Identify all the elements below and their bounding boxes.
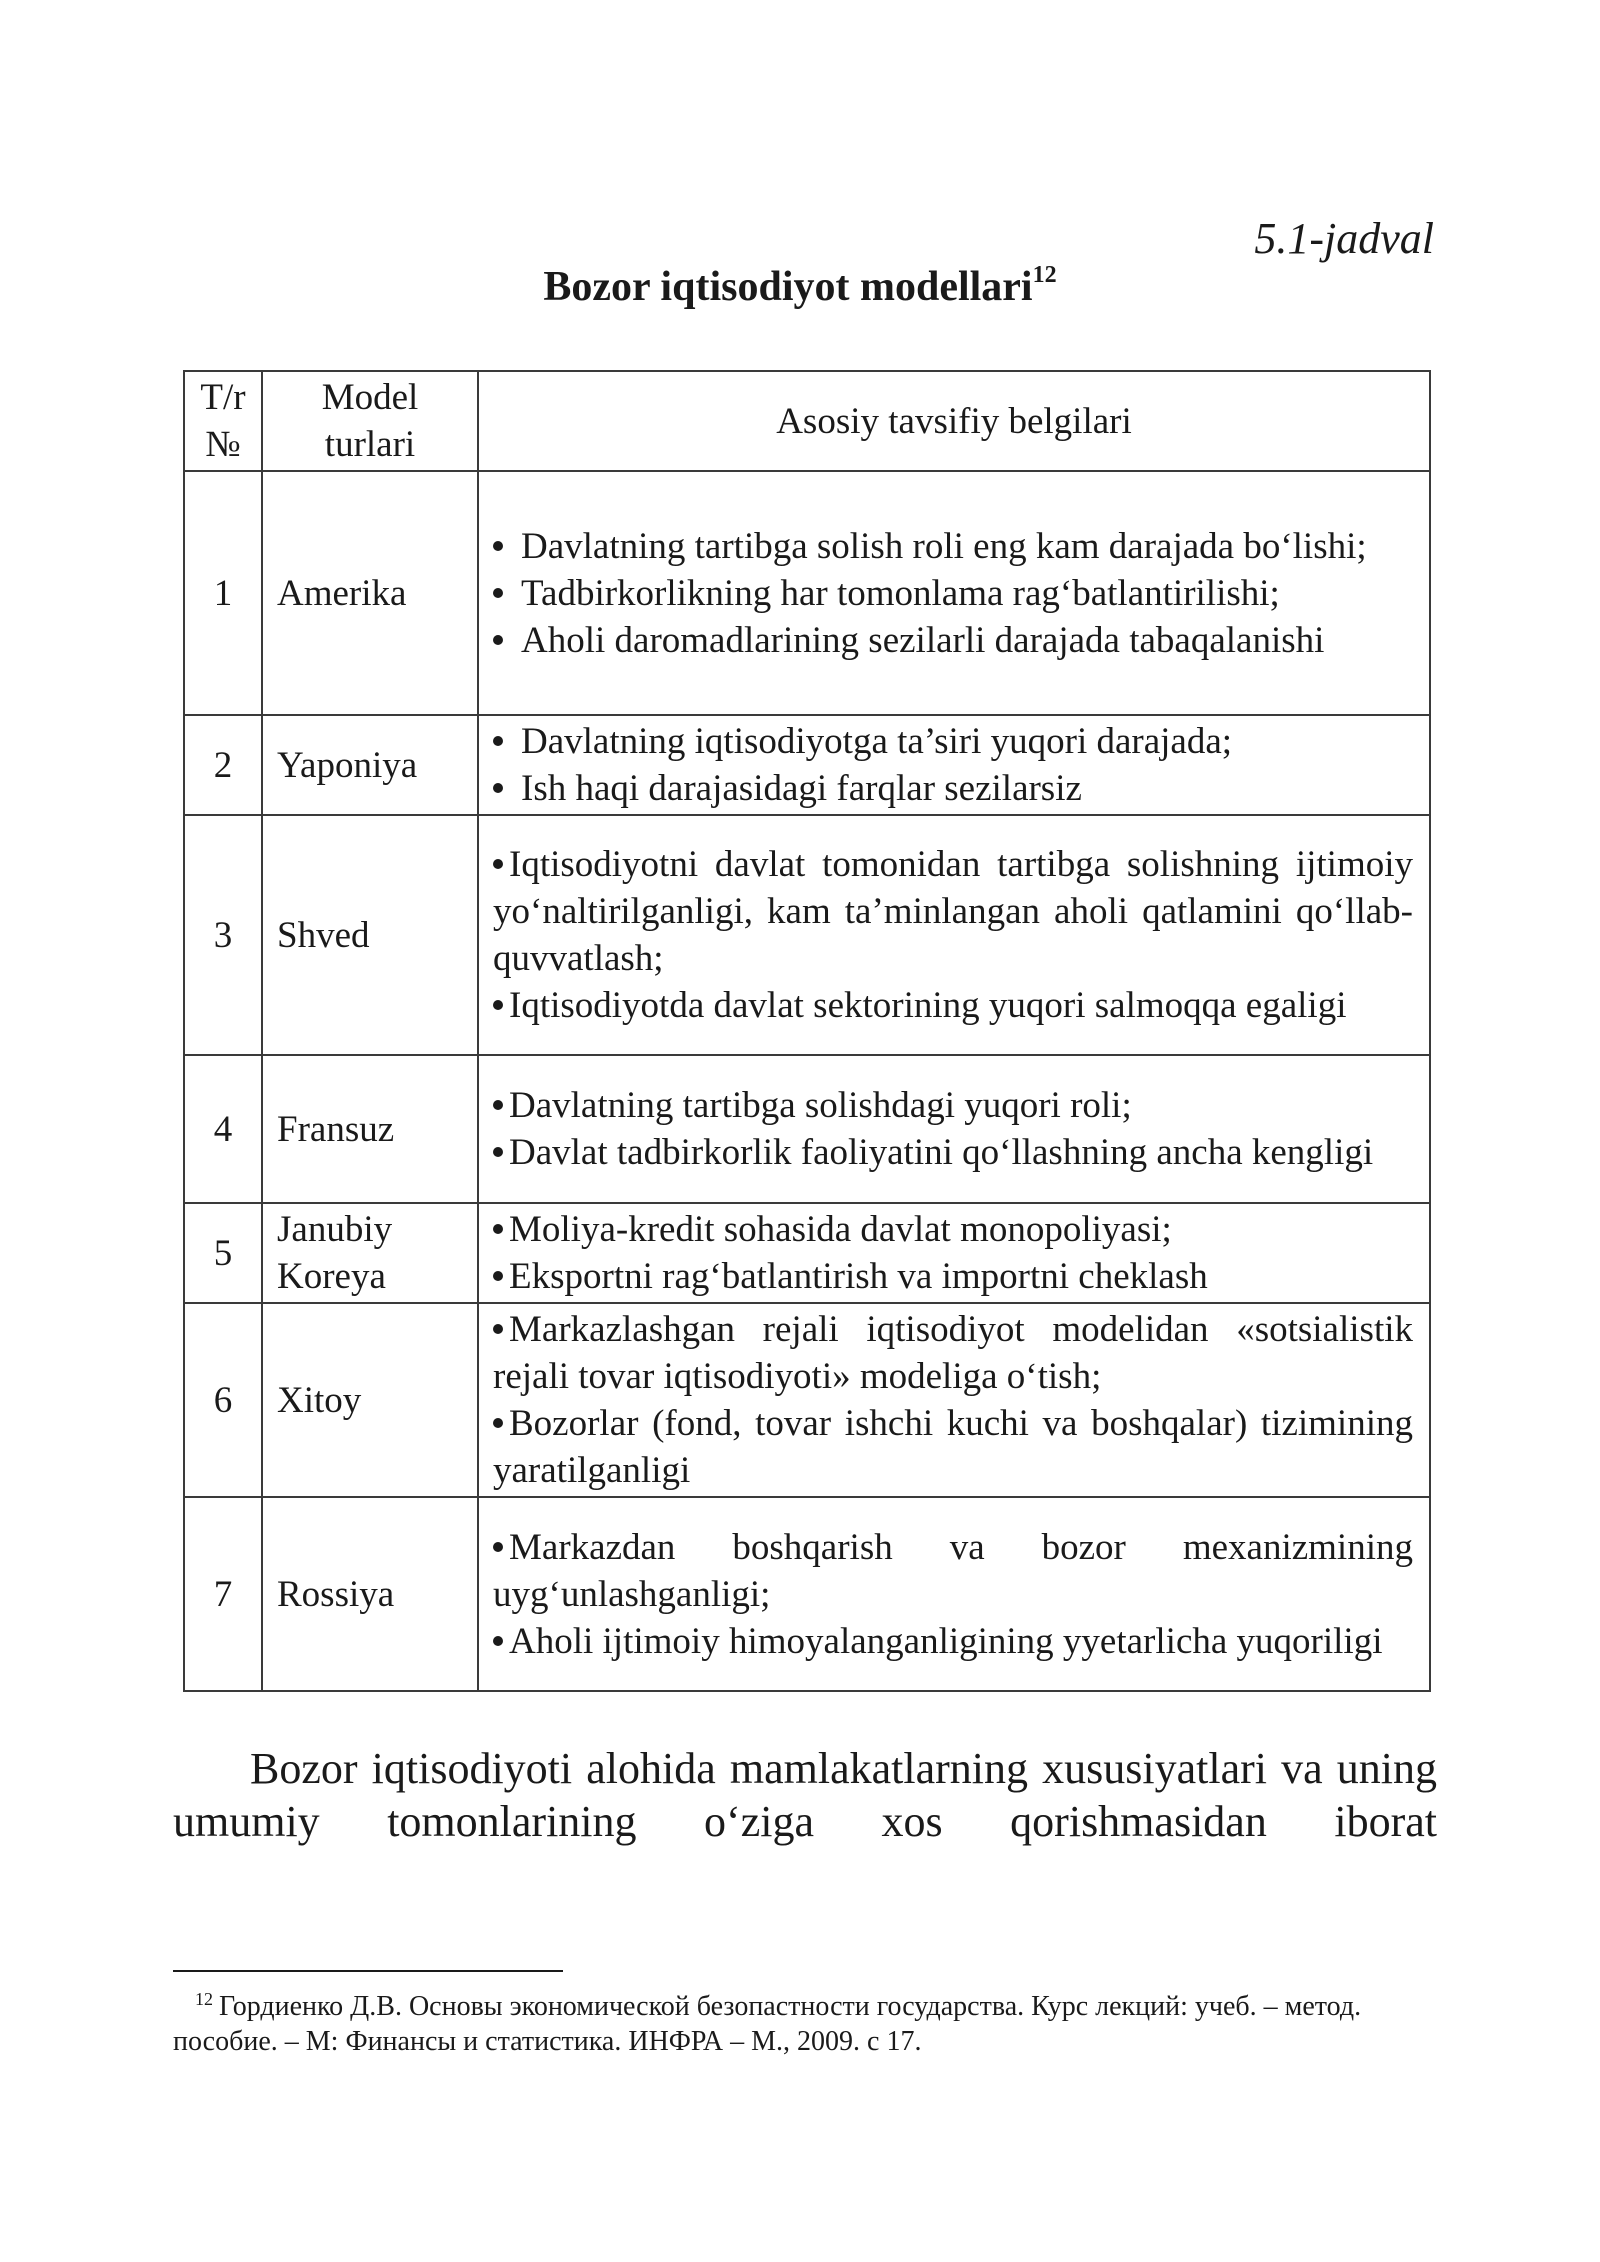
- feature-text: Tadbirkorlikning har tomonlama rag‘batlantirilishi;: [521, 572, 1280, 614]
- bullet-icon: [493, 783, 503, 793]
- models-table: [183, 370, 1431, 1692]
- feature-item: [493, 1618, 1413, 1665]
- model-name: [262, 1303, 478, 1497]
- feature-text: Aholi ijtimoiy himoyalanganligining yyetarlicha yuqoriligi: [509, 1620, 1383, 1662]
- header-num: [184, 371, 262, 471]
- feature-text: Aholi daromadlarining sezilarli darajada tabaqalanishi: [521, 619, 1325, 661]
- feature-text: Bozorlar (fond, tovar ishchi kuchi va boshqalar) tizimining yaratilganligi: [493, 1403, 1413, 1491]
- footnote-mark: 12: [195, 1989, 213, 2009]
- feature-item: [493, 1129, 1413, 1176]
- title-footnote-mark: 12: [1032, 262, 1057, 288]
- bullet-icon: [493, 541, 503, 551]
- table-title-text: Bozor iqtisodiyot modellari: [543, 264, 1033, 310]
- features-cell: [478, 1497, 1430, 1691]
- feature-item: [493, 1524, 1413, 1618]
- model-name-line: Xitoy: [277, 1379, 362, 1421]
- features-cell: [478, 715, 1430, 815]
- feature-text: Davlat tadbirkorlik faoliyatini qo‘llashning ancha kengligi: [509, 1132, 1374, 1173]
- model-name: [262, 1055, 478, 1203]
- header-model-line: Model: [321, 377, 419, 418]
- features-cell: [478, 815, 1430, 1055]
- bullet-icon: [493, 859, 503, 869]
- header-model-line: turlari: [324, 424, 416, 465]
- table-row: [184, 1203, 1430, 1303]
- bullet-icon: [493, 635, 503, 645]
- table-number: 5.1-jadval: [1254, 214, 1434, 263]
- feature-item: [493, 570, 1413, 617]
- bullet-icon: [493, 1147, 503, 1157]
- bullet-icon: [493, 1100, 503, 1110]
- model-name-line: Amerika: [277, 572, 407, 614]
- row-number: 7: [184, 1497, 262, 1691]
- table-row: [184, 1303, 1430, 1497]
- feature-text: Eksportni rag‘batlantirish va importni cheklash: [509, 1256, 1208, 1297]
- model-name: [262, 715, 478, 815]
- feature-item: [493, 523, 1413, 570]
- bullet-icon: [493, 1000, 503, 1010]
- feature-item: [493, 1253, 1413, 1300]
- model-name-line: Fransuz: [277, 1108, 395, 1150]
- header-features: Asosiy tavsifiy belgilari: [478, 371, 1430, 471]
- row-number: 3: [184, 815, 262, 1055]
- table-row: [184, 815, 1430, 1055]
- bullet-icon: [493, 1542, 503, 1552]
- model-name-line: Yaponiya: [277, 744, 418, 786]
- bullet-icon: [493, 1418, 503, 1428]
- feature-item: [493, 718, 1413, 765]
- model-name: [262, 815, 478, 1055]
- row-number: 1: [184, 471, 262, 715]
- footnote-text: Гордиенко Д.В. Основы экономической безопастности государства. Курс лекций: учеб. – метод. пособие. – М: Финансы и статистика. ИНФРА – М., 2009. с 17.: [173, 1991, 1362, 2057]
- model-name: [262, 471, 478, 715]
- feature-item: [493, 841, 1413, 982]
- feature-text: Davlatning tartibga solishdagi yuqori roli;: [509, 1085, 1132, 1126]
- body-paragraph: Bozor iqtisodiyoti alohida mamlakatlarning xususiyatlari va uning umumiy tomonlarining o‘ziga xos qorishmasidan iborat: [173, 1744, 1437, 1846]
- table-title: [0, 262, 1600, 311]
- header-model: [262, 371, 478, 471]
- bullet-icon: [493, 1324, 503, 1334]
- bullet-icon: [493, 1271, 503, 1281]
- bullet-icon: [493, 1224, 503, 1234]
- model-name-line: Koreya: [277, 1256, 386, 1297]
- header-num-line: №: [205, 424, 241, 465]
- feature-text: Markazdan boshqarish va bozor mexanizmining uyg‘unlashganligi;: [493, 1526, 1413, 1615]
- bullet-icon: [493, 736, 503, 746]
- bullet-icon: [493, 588, 503, 598]
- feature-text: Davlatning iqtisodiyotga ta’siri yuqori darajada;: [521, 721, 1233, 762]
- feature-item: [493, 1400, 1413, 1494]
- features-cell: [478, 1055, 1430, 1203]
- features-cell: [478, 471, 1430, 715]
- model-name: [262, 1203, 478, 1303]
- row-number: 5: [184, 1203, 262, 1303]
- feature-item: [493, 1082, 1413, 1129]
- table-row: [184, 1497, 1430, 1691]
- feature-item: [493, 1306, 1413, 1400]
- feature-text: Markazlashgan rejali iqtisodiyot modelidan «sotsialistik rejali tovar iqtisodiyoti» modeliga o‘tish;: [493, 1309, 1413, 1397]
- feature-text: Iqtisodiyotni davlat tomonidan tartibga solishning ijtimoiy yo‘naltirilganligi, kam ta’minlangan aholi qatlamini qo‘llab-quvvatlash;: [493, 844, 1413, 979]
- features-cell: [478, 1303, 1430, 1497]
- feature-item: [493, 982, 1413, 1029]
- table-header-row: [184, 371, 1430, 471]
- row-number: 4: [184, 1055, 262, 1203]
- row-number: 2: [184, 715, 262, 815]
- feature-item: [493, 617, 1413, 664]
- model-name-line: Janubiy: [277, 1209, 393, 1250]
- model-name-line: Shved: [277, 914, 370, 956]
- table-row: [184, 715, 1430, 815]
- feature-text: Moliya-kredit sohasida davlat monopoliyasi;: [509, 1209, 1172, 1250]
- table-row: [184, 471, 1430, 715]
- model-name-line: Rossiya: [277, 1573, 395, 1615]
- feature-text: Iqtisodiyotda davlat sektorining yuqori salmoqqa egaligi: [509, 985, 1347, 1026]
- footnote: [173, 1982, 1443, 2059]
- bullet-icon: [493, 1636, 503, 1646]
- feature-text: Davlatning tartibga solish roli eng kam darajada bo‘lishi;: [521, 525, 1367, 567]
- features-cell: [478, 1203, 1430, 1303]
- row-number: 6: [184, 1303, 262, 1497]
- table-row: [184, 1055, 1430, 1203]
- footnote-divider: [173, 1970, 563, 1972]
- feature-text: Ish haqi darajasidagi farqlar sezilarsiz: [521, 768, 1082, 809]
- header-num-line: T/r: [200, 377, 246, 418]
- feature-item: [493, 765, 1413, 812]
- model-name: [262, 1497, 478, 1691]
- feature-item: [493, 1206, 1413, 1253]
